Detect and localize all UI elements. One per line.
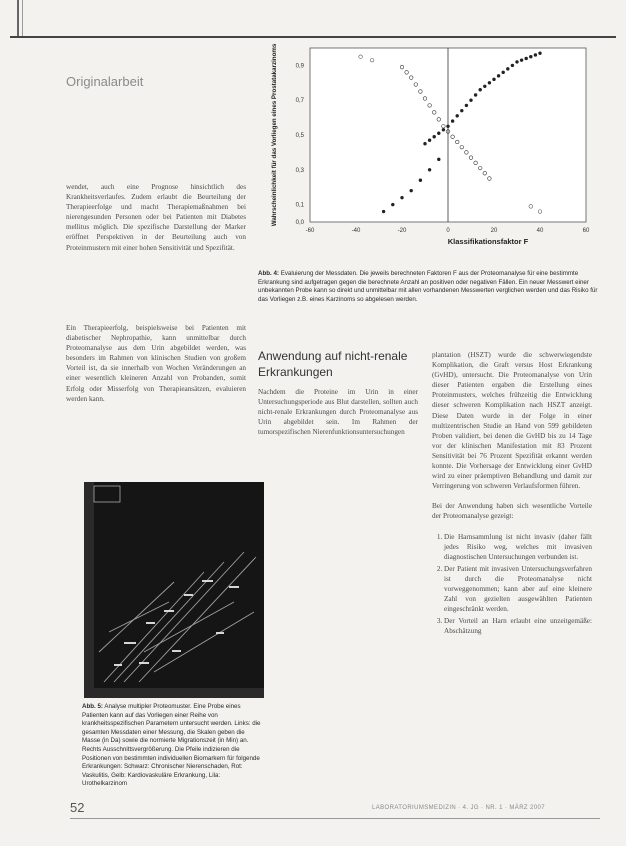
data-point-filled <box>511 64 514 67</box>
figure-5-gel-image <box>84 482 264 698</box>
data-point-filled <box>433 135 436 138</box>
header-tick <box>17 0 19 38</box>
gel-bands-image <box>84 482 264 698</box>
column-1-paragraph-2 <box>66 323 246 414</box>
column-3 <box>432 350 592 638</box>
figure-5-caption <box>82 703 262 789</box>
data-point-filled <box>423 142 426 145</box>
y-tick-label: 0,1 <box>295 202 304 209</box>
x-tick-label: 20 <box>490 228 498 234</box>
x-tick-label: -60 <box>305 228 315 234</box>
data-point-filled <box>446 125 449 128</box>
x-tick-label: -40 <box>351 228 361 234</box>
data-point-filled <box>502 71 505 74</box>
data-point-filled <box>497 74 500 77</box>
data-point-filled <box>479 88 482 91</box>
y-tick-label: 0,5 <box>295 133 304 139</box>
data-point-filled <box>488 81 491 84</box>
data-point-filled <box>465 104 468 107</box>
data-point-filled <box>506 67 509 70</box>
x-tick-label: 40 <box>536 228 544 234</box>
data-point-filled <box>442 128 445 131</box>
y-tick-label: 0,9 <box>295 63 304 70</box>
data-point-filled <box>428 168 431 171</box>
data-point-filled <box>400 196 403 199</box>
x-tick-label: -20 <box>397 228 407 234</box>
heading-anwendung: Anwendung auf nicht-renale Erkrankungen <box>258 349 408 379</box>
data-point-filled <box>428 139 431 142</box>
data-point-filled <box>419 179 422 182</box>
figure-4-chart <box>258 36 598 266</box>
figure-4-caption <box>258 270 598 304</box>
data-point-filled <box>483 85 486 88</box>
data-point-filled <box>492 78 495 81</box>
column-2 <box>258 387 418 447</box>
list-item: 3. Der Vorteil an Harn erlaubt eine unzeitgemäße: Abschätzung <box>444 616 592 636</box>
advantages-list <box>432 532 592 637</box>
data-point-filled <box>469 99 472 102</box>
data-point-filled <box>515 60 518 63</box>
column-1-paragraph-1 <box>66 182 246 263</box>
paragraph: Ein Therapieerfolg, beispielsweise bei Patienten mit diabetischer Nephropathie, kann unmittelbar durch Proteomanalyse aus dem Urin abgebildet werden, was besonders im Rahmen von klinischen Studien von großem Vorteil ist, da sie innerhalb von Wochen Veränderungen an einer wesentlich kleineren Anzahl von Probanden, somit Erfolg oder Misserfolg von Therapieansätzen, evaluieren werden kann. <box>66 324 246 403</box>
header-tick <box>22 0 23 38</box>
data-point-filled <box>437 132 440 135</box>
list-item: 1. Die Harnsammlung ist nicht invasiv (daher fällt jedes Risiko weg, welches mit invasiven diagnostischen Untersuchungen verbunden ist. <box>444 532 592 562</box>
x-axis-label: Klassifikationsfaktor F <box>447 237 529 246</box>
data-point-filled <box>534 53 537 56</box>
data-point-filled <box>391 203 394 206</box>
data-point-filled <box>529 55 532 58</box>
x-tick-label: 0 <box>446 228 450 234</box>
y-axis-label: Wahrscheinlichkeit für das Vorliegen eines Prostatakarzinoms <box>271 43 278 227</box>
data-point-filled <box>382 210 385 213</box>
section-label: Originalarbeit <box>66 74 144 89</box>
footer-line <box>70 818 600 819</box>
journal-footer: LABORATORIUMSMEDIZIN · 4. JG · NR. 1 · MÄRZ 2007 <box>372 805 546 811</box>
data-point-filled <box>460 109 463 112</box>
data-point-filled <box>525 57 528 60</box>
data-point-filled <box>451 119 454 122</box>
page-number: 52 <box>70 800 85 815</box>
paragraph: plantation (HSZT) wurde die schwerwiegendste Komplikation, die Graft versus Host Erkrankung (GvHD), untersucht. Die Proteomanalyse von Urin dieser Patienten ergaben die Erstellung eines Proteinmusters, welches frühzeitig die Entwicklung dieser schweren Komplikation nach HSZT anzeigt. Diese Daten wurde in der Folge in einer multizentrischen Studie an Hand von 599 gebildeten Proben validiert, bei denen die GvHD bis zu 14 Tage vor der klinischen Manifestation mit 83 Prozent Sensitivität bei 76 Prozent Spezifität erkannt werden konnte. Die Vorhersage der Entwicklung einer GvHD wird zu einer präemptiven Behandlung und damit zur Verringerung von schweren Verlaufsformen führen. <box>432 351 592 491</box>
data-point-filled <box>410 189 413 192</box>
paragraph: Bei der Anwendung haben sich wesentliche Vorteile der Proteomanalyse gezeigt: <box>432 502 592 521</box>
data-point-filled <box>437 158 440 161</box>
paragraph: Nachdem die Proteine im Urin in einer Untersuchungsperiode aus Blut darstellen, sollten auch nicht-renale Erkrankungen durch Proteomanalyse aus Urin abgebildet sein. Im Rahmen der tumorspezifischen Nierenfunktionsuntersuchungen <box>258 388 418 437</box>
caption-label: Abb. 4: <box>258 270 279 277</box>
y-tick-label: 0,0 <box>295 220 304 226</box>
caption-text: Analyse multipler Proteomuster. Eine Probe eines Patienten kann auf das Vorliegen einer Reihe von krankheitsspezifischen Parametern untersucht werden. Links: die gesamten Messdaten einer Messung, die Skalen geben die Masse (in Da) sowie die normierte Migrationszeit (in Min) an. Rechts Ausschnittsvergrößerung. Die Pfeile indizieren die Positionen von bestimmten individuellen Biomarkern für folgende Erkrankungen: Schwarz: Chronischer Nierenschaden, Rot: Vaskulitis, Gelb: Kardiovaskuläre Erkrankung, Lila: Urothelkarzinom <box>82 703 261 788</box>
data-point-filled <box>520 58 523 61</box>
list-item: 2. Der Patient mit invasiven Untersuchungsverfahren ist durch die Proteomanalyse nicht vorweggenommen; kann aber auf eine kleinere Zahl von gezielten ausgewählten Patienten eingeschränkt werden. <box>444 564 592 614</box>
data-point-filled <box>474 93 477 96</box>
y-tick-label: 0,3 <box>295 167 304 174</box>
x-tick-label: 60 <box>582 228 590 234</box>
data-point-filled <box>538 52 541 55</box>
paragraph: wendet, auch eine Prognose hinsichtlich des Krankheitsverlaufes. Zudem erlaubt die Beurteilung der Therapieerfolge und macht Therapiemaßnahmen bei nierengesunden Personen oder bei Patienten mit Diabetes mellitus möglich. Die spezifische Darstellung der Marker eröffnet Perspektiven in der Beurteilung auch von Proteinmustern mit einer hohen Sensitivität und Spezifität. <box>66 183 246 252</box>
caption-label: Abb. 5: <box>82 703 103 710</box>
y-tick-label: 0,7 <box>295 98 304 105</box>
caption-text: Evaluierung der Messdaten. Die jeweils berechneten Faktoren F aus der Proteomanalyse für eine bestimmte Erkrankung sind aufgetragen gegen die berechnete Anzahl an positiven oder negativen Fällen. Ein neuer Messwert einer unbekannten Probe kann so direkt und unmittelbar mit allen vorhandenen Messwerten verglichen werden und das Risiko für das Vorliegen z.B. eines Karzinoms so abgelesen werden. <box>258 270 598 303</box>
data-point-filled <box>456 114 459 117</box>
scatter-plot <box>258 36 598 266</box>
